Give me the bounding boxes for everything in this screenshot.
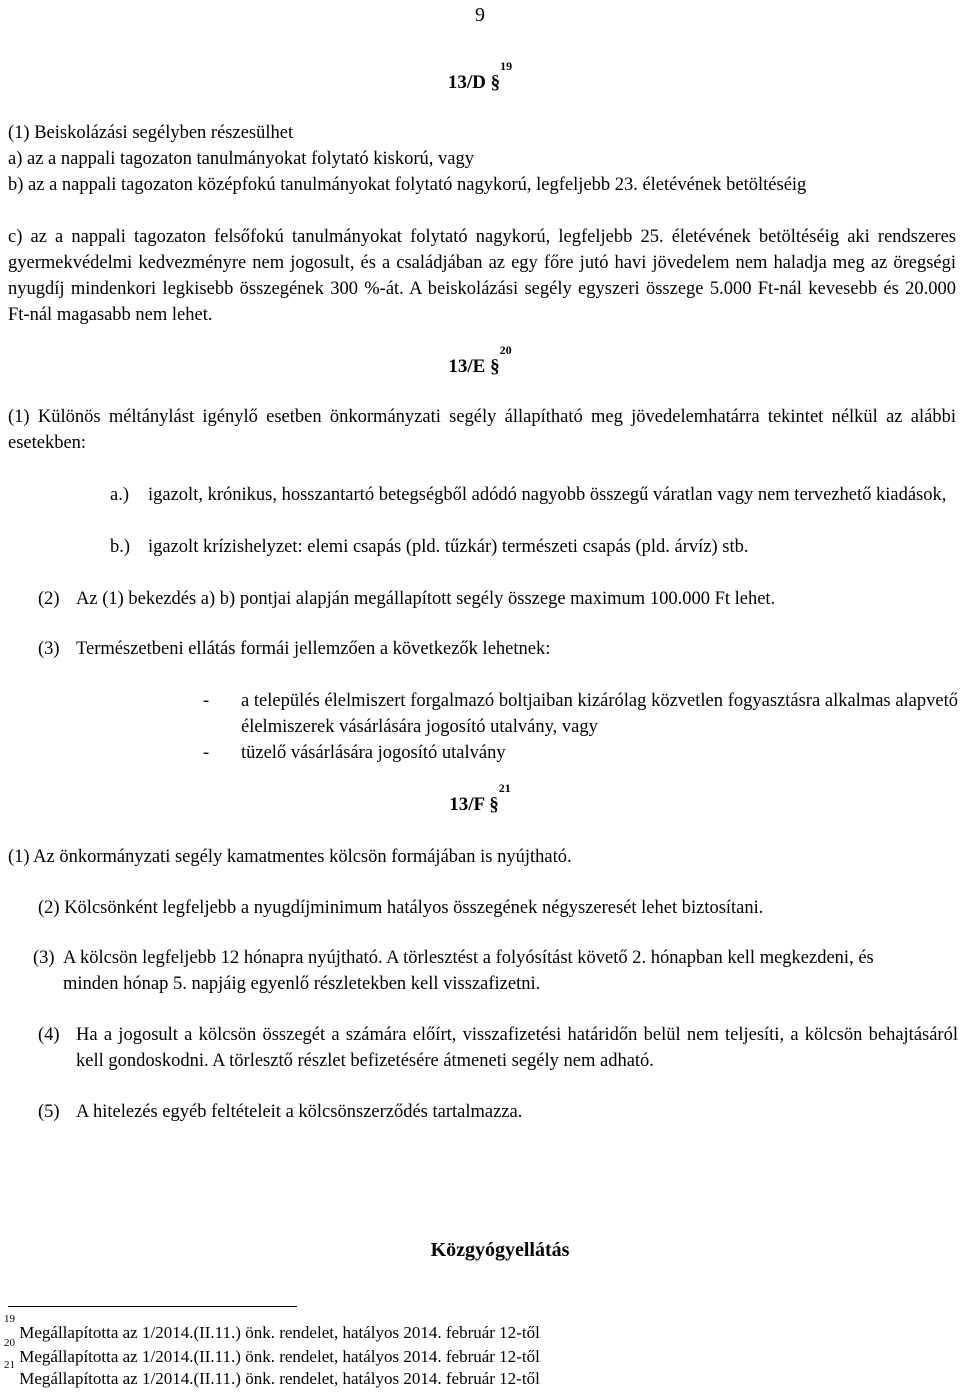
s13f-p3-label: (3) bbox=[33, 948, 55, 968]
s13d-p1-a: a) az a nappali tagozaton tanulmányokat folytató kiskorú, vagy bbox=[8, 149, 474, 169]
footnote-ref-20: 20 bbox=[499, 343, 512, 357]
s13e-dash-1-label: - bbox=[203, 691, 210, 711]
s13e-item-a bbox=[110, 482, 958, 508]
section-13e-heading-text: 13/E § bbox=[448, 356, 500, 377]
s13e-p2-label: (2) bbox=[38, 589, 60, 609]
footnote-separator bbox=[8, 1306, 297, 1307]
s13f-p1: (1) Az önkormányzati segély kamatmentes kölcsön formájában is nyújtható. bbox=[8, 847, 572, 867]
section-13e-heading bbox=[0, 343, 960, 380]
s13f-p5-label: (5) bbox=[38, 1102, 60, 1122]
s13e-dash-2-label: - bbox=[203, 743, 210, 763]
section-13f-heading bbox=[0, 781, 960, 818]
s13d-p1-intro: (1) Beiskolázási segélyben részesülhet bbox=[8, 123, 294, 143]
s13f-p4-label: (4) bbox=[38, 1025, 60, 1045]
s13e-p2-text: Az (1) bekezdés a) b) pontjai alapján megállapított segély összege maximum 100.000 Ft lehet. bbox=[76, 589, 776, 609]
s13f-p3 bbox=[33, 945, 893, 997]
s13e-dash-item-1 bbox=[203, 688, 958, 740]
s13e-item-b bbox=[110, 534, 958, 560]
footnote-ref-21: 21 bbox=[498, 781, 511, 795]
footnote-20 bbox=[4, 1337, 954, 1368]
s13e-item-b-text: igazolt krízishelyzet: elemi csapás (pld. tűzkár) természeti csapás (pld. árvíz) stb. bbox=[148, 537, 749, 557]
s13e-item-a-text: igazolt, krónikus, hosszantartó betegségből adódó nagyobb összegű váratlan vagy nem tervezhető kiadások, bbox=[148, 485, 947, 505]
s13e-dash-2-text: tüzelő vásárlására jogosító utalvány bbox=[241, 743, 506, 763]
s13e-p3 bbox=[38, 636, 958, 662]
s13f-p4 bbox=[38, 1022, 958, 1074]
s13f-p3-text: A kölcsön legfeljebb 12 hónapra nyújtható. A törlesztést a folyósítást követő 2. hónapban kell megkezdeni, és minden hónap 5. napjáig egyenlő részletekben kell visszafizetni. bbox=[63, 948, 874, 994]
footnote-19-text: Megállapította az 1/2014.(II.11.) önk. rendelet, hatályos 2014. február 12-től bbox=[19, 1323, 540, 1342]
section-13d-heading bbox=[0, 59, 960, 96]
footnote-ref-19: 19 bbox=[500, 59, 513, 73]
section-title-kozgyogyellatas: Közgyógyellátás bbox=[430, 1239, 570, 1261]
s13d-p1-b: b) az a nappali tagozaton középfokú tanulmányokat folytató nagykorú, legfeljebb 23. életévének betöltéséig bbox=[8, 175, 807, 195]
s13e-p3-label: (3) bbox=[38, 639, 60, 659]
s13d-p1-c: c) az a nappali tagozaton felsőfokú tanulmányokat folytató nagykorú, legfeljebb 25. életévének betöltéséig aki rendszeres gyermekvédelmi kedvezményre nem jogosult, és a családjában az egy főre jutó havi jövedelem nem haladja meg az öregségi nyugdíj mindenkori legkisebb összegének 300 %-át. A beiskolázási segély egyszeri összege 5.000 Ft-nál kevesebb és 20.000 Ft-nál magasabb nem lehet. bbox=[8, 227, 956, 325]
footnote-21-number: 21 bbox=[4, 1359, 15, 1371]
s13f-p4-text: Ha a jogosult a kölcsön összegét a számára előírt, visszafizetési határidőn belül nem teljesíti, a kölcsön behajtásáról kell gondoskodni. A törlesztő részlet befizetésére átmeneti segély nem adható. bbox=[76, 1025, 958, 1071]
section-13f-heading-text: 13/F § bbox=[449, 794, 499, 815]
section-13d-heading-text: 13/D § bbox=[447, 72, 501, 93]
footnote-20-number: 20 bbox=[4, 1337, 15, 1349]
s13f-p2: (2) Kölcsönként legfeljebb a nyugdíjminimum hatályos összegének négyszeresét lehet biztosítani. bbox=[38, 898, 764, 918]
s13e-p2 bbox=[38, 586, 958, 612]
s13e-p3-text: Természetbeni ellátás formái jellemzően a következők lehetnek: bbox=[76, 639, 551, 659]
s13e-dash-1-text: a település élelmiszert forgalmazó boltjaiban kizárólag közvetlen fogyasztásra alkalmas alapvető élelmiszerek vásárlására jogosító utalvány, vagy bbox=[241, 691, 958, 737]
s13e-p1: (1) Különös méltánylást igénylő esetben önkormányzati segély állapítható meg jövedelemhatárra tekintet nélkül az alábbi esetekben: bbox=[8, 407, 956, 453]
s13e-item-a-label: a.) bbox=[110, 485, 129, 505]
s13e-dash-item-2 bbox=[203, 740, 958, 766]
page-number: 9 bbox=[475, 4, 485, 26]
s13f-p5-text: A hitelezés egyéb feltételeit a kölcsönszerződés tartalmazza. bbox=[76, 1102, 523, 1122]
footnote-19-number: 19 bbox=[4, 1313, 15, 1325]
footnote-19 bbox=[4, 1313, 954, 1344]
s13f-p5 bbox=[38, 1099, 958, 1125]
footnote-20-text: Megállapította az 1/2014.(II.11.) önk. rendelet, hatályos 2014. február 12-től bbox=[19, 1347, 540, 1366]
footnote-21 bbox=[4, 1359, 954, 1390]
footnote-21-text: Megállapította az 1/2014.(II.11.) önk. rendelet, hatályos 2014. február 12-től bbox=[19, 1369, 540, 1388]
s13e-item-b-label: b.) bbox=[110, 537, 131, 557]
